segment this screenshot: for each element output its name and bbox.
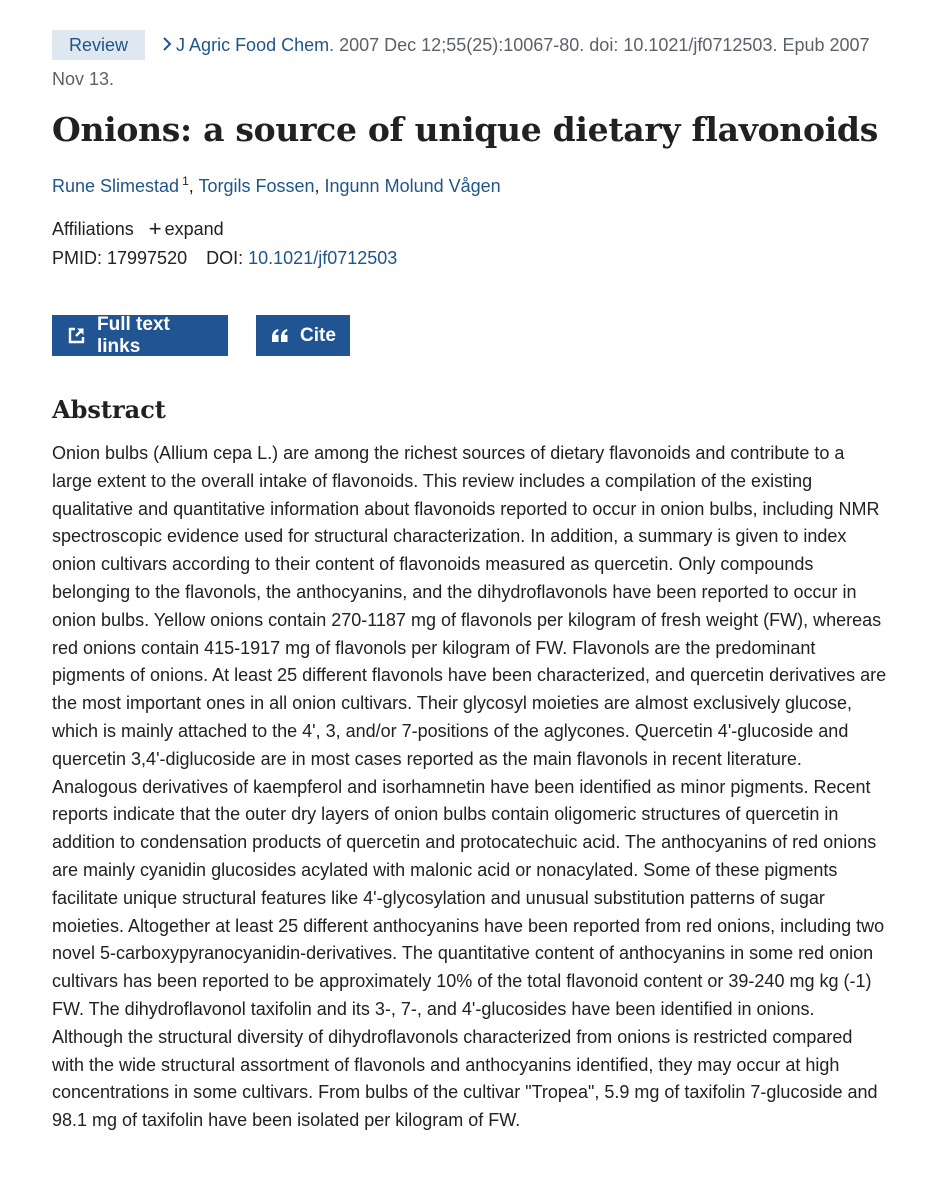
plus-icon: + — [148, 216, 162, 241]
affiliation-marker[interactable]: 1 — [182, 174, 189, 188]
doi-label: DOI: — [206, 248, 244, 268]
full-text-links-label: Full text links — [97, 313, 170, 357]
identifiers-row — [52, 248, 397, 269]
author-list — [52, 174, 501, 197]
external-link-icon — [68, 327, 85, 344]
abstract-heading: Abstract — [52, 395, 166, 424]
cite-label: Cite — [300, 324, 336, 346]
author-separator: , — [314, 176, 325, 196]
full-text-links-button[interactable] — [52, 315, 228, 356]
quote-icon — [272, 329, 288, 343]
journal-link[interactable]: J Agric Food Chem — [176, 35, 330, 55]
expand-label: expand — [164, 219, 224, 239]
affiliations-label: Affiliations — [52, 219, 134, 239]
chevron-right-icon — [162, 36, 172, 52]
pmid: PMID: 17997520 — [52, 248, 188, 268]
expand-affiliations-button[interactable] — [148, 216, 224, 241]
abstract-text: Onion bulbs (Allium cepa L.) are among the richest sources of dietary flavonoids and contribute to a large extent to the overall intake of flavonoids. This review includes a compilation of the existing qualitative and quantitative information about flavonoids reported to occur in onion bulbs, including NMR spectroscopic evidence used for structural characterization. In addition, a summary is given to index onion cultivars according to their content of flavonoids measured as quercetin. Only compounds belonging to the flavonols, the anthocyanins, and the dihydroflavonols have been reported to occur in onion bulbs. Yellow onions contain 270-1187 mg of flavonols per kilogram of fresh weight (FW), whereas red onions contain 415-1917 mg of flavonols per kilogram of FW. Flavonols are the predominant pigments of onions. At least 25 different flavonols have been characterized, and quercetin derivatives are the most important ones in all onion cultivars. Their glycosyl moieties are almost exclusively glucose, which is mainly attached to the 4', 3, and/or 7-positions of the aglycones. Quercetin 4'-glucoside and quercetin 3,4'-diglucoside are in most cases reported as the main flavonols in recent literature. Analogous derivatives of kaempferol and isorhamnetin have been identified as minor pigments. Recent reports indicate that the outer dry layers of onion bulbs contain oligomeric structures of quercetin in addition to condensation products of quercetin and protocatechuic acid. The anthocyanins of red onions are mainly cyanidin glucosides acylated with malonic acid or nonacylated. Some of these pigments facilitate unique structural features like 4'-glycosylation and unusual substitution patterns of sugar moieties. Altogether at least 25 different anthocyanins have been reported from red onions, including two novel 5-carboxypyranocyanidin-derivatives. The quantitative content of anthocyanins in some red onion cultivars has been reported to be approximately 10% of the total flavonoid content or 39-240 mg kg (-1) FW. The dihydroflavonol taxifolin and its 3-, 7-, and 4'-glucosides have been identified in onions. Although the structural diversity of dihydroflavonols characterized from onions is restricted compared with the wide structural assortment of flavonols and anthocyanins identified, they may occur at high concentrations in some cultivars. From bulbs of the cultivar "Tropea", 5.9 mg of taxifolin 7-glucoside and 98.1 mg of taxifolin have been isolated per kilogram of FW. — [52, 443, 887, 1131]
citation-line — [52, 28, 892, 96]
article-title: Onions: a source of unique dietary flavonoids — [52, 110, 878, 149]
author-separator: , — [188, 176, 199, 196]
author-link[interactable]: Rune Slimestad — [52, 176, 180, 196]
affiliations-row — [52, 216, 224, 242]
author-link[interactable]: Ingunn Molund Vågen — [324, 176, 501, 196]
author-link[interactable]: Torgils Fossen — [198, 176, 315, 196]
doi-link[interactable]: 10.1021/jf0712503 — [248, 248, 398, 268]
citation-details: . 2007 Dec 12;55(25):10067-80. doi: 10.1021/jf0712503. Epub 2007 Nov 13. — [52, 35, 870, 89]
review-badge: Review — [52, 30, 145, 60]
cite-button[interactable] — [256, 315, 350, 356]
